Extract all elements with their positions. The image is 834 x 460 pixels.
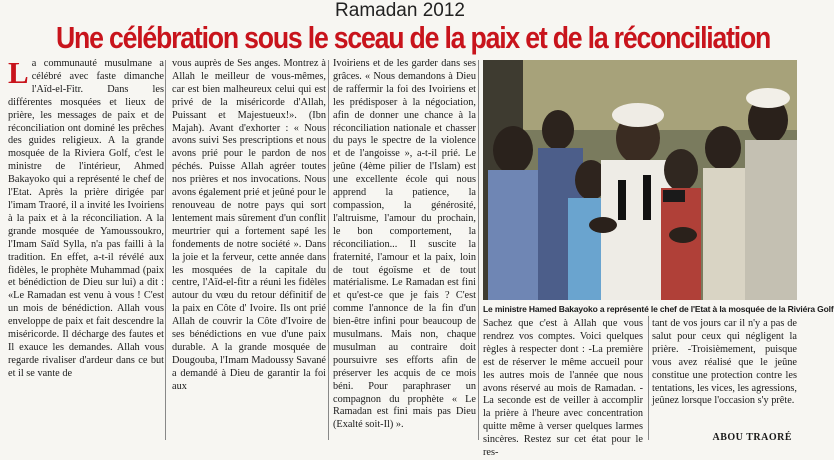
photo-caption: Le ministre Hamed Bakayoko a représenté le chef de l'Etat à la mosquée de la Riviéra Golf (483, 304, 834, 314)
article-headline: Une célébration sous le sceau de la paix et de la réconciliation (56, 20, 771, 55)
column-rule (648, 316, 649, 440)
column-rule (328, 60, 329, 440)
column-2-text: vous auprès de Ses anges. Montrez à Allah le meilleur de vous-mêmes, car est bien malheureux celui qui est privé de la miséricorde d'Allah, Puissant et Majestueux!». (Ibn Majah). Avant d'exhorter : « Nous avons suivi Ses prescriptions et nous avons prié pour le pardon de nos péchés. Puisse Allah agréer toutes nos prières et nos invocations. Nous avons également prié et jeûné pour le renouveau de notre pays qui sort lentement mais sûrement d'un conflit meurtrier qui a fortement sapé les fondements de notre société ». Dans la joie et la ferveur, cette année dans les mosquées de la capitale du centre, l'Aïd-el-fitr a réuni les fidèles autour du vœu du retour définitif de la paix en Côte d' Ivoire. Ils ont prié Allah de couvrir la Côte d'Ivoire de ses bénédictions en vue d'une paix durable. A la grande mosquée de Dougouba, l'Imam Madoussy Savané a demandé à Dieu de garantir la foi aux (172, 58, 326, 392)
article-column-4 (483, 318, 643, 459)
column-3-text: Ivoiriens et de les garder dans ses grâces. « Nous demandons à Dieu de raffermir la foi des Ivoiriens et les prédisposer à la négociation, afin de donner une chance à la réconciliation nationale et chasser du pays le spectre de la violence et de l'angoisse », a-t-il prié. Le jeûne (4ème pilier de l'Islam) est une excellente école qui nous apprend la patience, la compassion, la générosité, l'altruisme, l'amour du prochain, le bon comportement, la réconciliation... Il suscite la fraternité, l'amour et la paix, loin de tout égoïsme et de tout matérialisme. Le Ramadan est fini et qu'est-ce que je fais ? C'est comme l'annonce de la fin d'un bien-être infini pour beaucoup de musulmans. Mais non, chaque musulman au contraire doit poursuivre ses efforts afin de préserver les acquis de ce mois béni. Pour paraphraser un compagnon du prophète « Le Ramadan est fini mais pas Dieu (Exalté soit-Il) ». (333, 58, 476, 431)
author-signature: ABOU TRAORÉ (712, 432, 792, 443)
article-column-1 (8, 55, 164, 442)
crowd-photo-illustration (483, 60, 797, 300)
section-kicker: Ramadan 2012 (335, 0, 465, 21)
news-photo (483, 60, 797, 300)
article-column-3 (333, 58, 476, 442)
article-column-5 (652, 318, 797, 442)
drop-cap: L (8, 55, 29, 90)
column-4-text: Sachez que c'est à Allah que vous rendrez vos comptes. Voici quelques règles à respecter dont : -La première est de réserver le même accueil pour les autres mois de l'année que nous avons réservé au mois de Ramadan. -La seconde est de veiller à accomplir la prière à l'heure avec concentration quitte même à verser quelques larmes sincères. Restez sur cet état pour le res- (483, 318, 643, 459)
column-5-text: tant de vos jours car il n'y a pas de salut pour ceux qui négligent la prière. -Troisièmement, puisque vous avez réalisé que le jeûne constitue une protection contre les tentations, les vices, les agressions, jeûnez lorsque l'occasion s'y prête. (652, 318, 797, 407)
column-rule (478, 60, 479, 440)
column-1-text: a communauté musulmane a célébré avec faste dimanche l'Aïd-el-Fitr. Dans les différentes mosquées et lieux de prière, les messages de paix et de réconciliation ont dominé les prêches des guides religieux. A la grande mosquée de la Riviera Golf, c'est le ministre de l'intérieur, Ahmed Bakayoko qui a représenté le chef de l'Etat. Après la prière dirigée par l'imam Traoré, il a invité les Ivoiriens à la paix et à la réconciliation. A la grande mosquée de Yamoussoukro, l'Imam Saïd Sylla, n'a pas failli à la tradition. En effet, a-t-il révélé aux fidèles, le prophète Muhammad (paix et bénédiction de Dieu sur lui) a dit : «Le Ramadan est venu à vous ! C'est un mois de bénédiction. Allah vous enveloppe de paix et fait descendre la miséricorde. Il décharge des fautes et Il exauce les demandes. Allah vous regarde rivaliser d'ardeur dans ce but et il se vante de (8, 58, 164, 379)
column-rule (165, 60, 166, 440)
article-column-2 (172, 58, 326, 442)
